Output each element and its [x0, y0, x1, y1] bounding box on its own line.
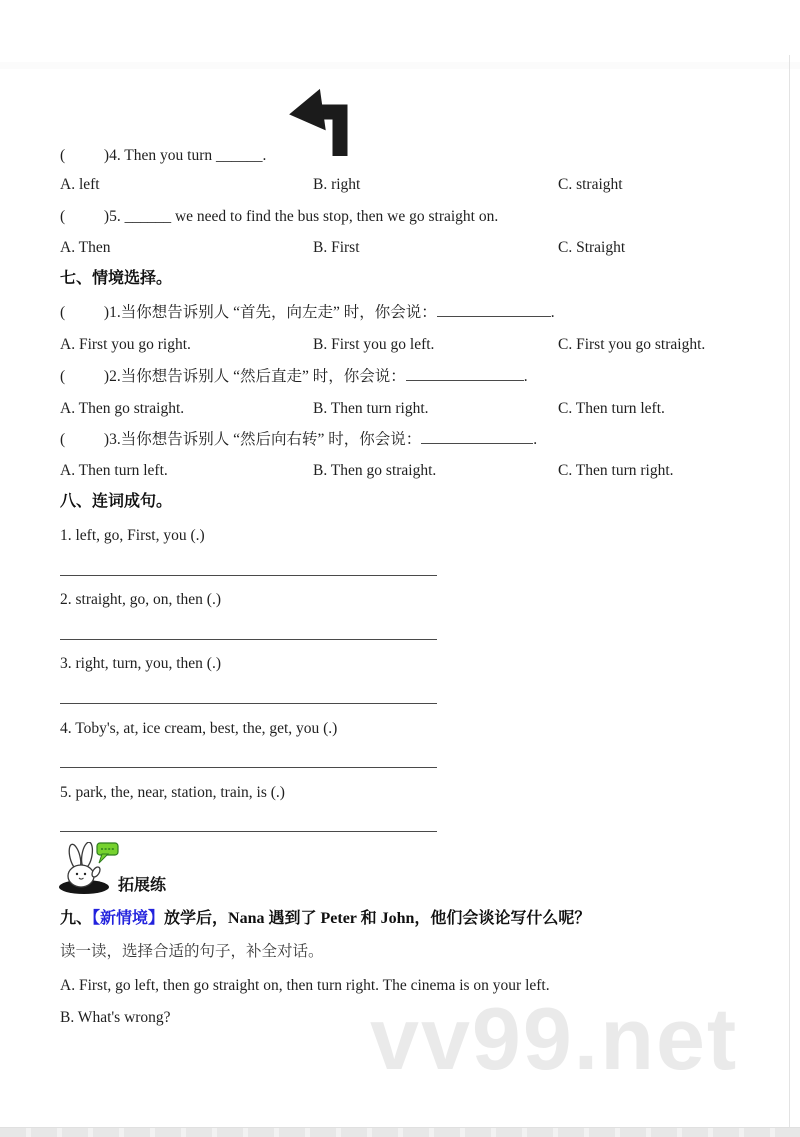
option-c: C. Then turn right. — [558, 462, 674, 479]
scan-band — [0, 62, 800, 69]
section-9-text: 放学后，Nana 遇到了 Peter 和 John，他们会谈论写什么呢？ — [164, 910, 591, 927]
answer-line — [60, 831, 437, 832]
s9-sentence-b: B. What's wrong? — [60, 1009, 171, 1026]
rabbit-mascot-icon — [57, 842, 121, 896]
answer-line — [60, 703, 437, 704]
s7-question-2-options — [60, 400, 780, 420]
s7-q2-period: . — [523, 368, 528, 386]
option-b: B. Then go straight. — [313, 462, 437, 479]
s8-item-3: 3. right, turn, you, then (.) — [60, 655, 222, 672]
option-b: B. Then turn right. — [313, 400, 429, 417]
option-a: A. First you go right. — [60, 336, 191, 353]
answer-line — [60, 575, 437, 576]
option-b: B. First you go left. — [313, 336, 435, 353]
option-a: A. left — [60, 176, 100, 193]
s7-question-3 — [60, 430, 537, 450]
question-5-options — [60, 239, 780, 259]
option-a: A. Then — [60, 239, 111, 256]
answer-blank — [437, 303, 551, 317]
s7-q2-stem: ( )2.当你想告诉别人 “然后直走” 时，你会说： — [60, 368, 406, 386]
option-a: A. Then turn left. — [60, 462, 168, 479]
s7-q3-stem: ( )3.当你想告诉别人 “然后向右转” 时，你会说： — [60, 431, 422, 449]
question-5-stem: ( )5. ______ we need to find the bus stop, then we go straight on. — [60, 208, 499, 225]
option-a: A. Then go straight. — [60, 400, 185, 417]
s8-item-5: 5. park, the, near, station, train, is (.) — [60, 784, 285, 801]
s7-q3-period: . — [533, 431, 538, 449]
s7-question-2 — [60, 367, 528, 387]
page-bottom-edge — [0, 1127, 800, 1137]
option-b: B. First — [313, 239, 360, 256]
section-8-title: 八、连词成句。 — [60, 493, 173, 510]
option-c: C. straight — [558, 176, 623, 193]
s8-item-2: 2. straight, go, on, then (.) — [60, 591, 222, 608]
s8-item-4: 4. Toby's, at, ice cream, best, the, get, you (.) — [60, 720, 338, 737]
option-c: C. Straight — [558, 239, 626, 256]
s9-sentence-a: A. First, go left, then go straight on, then turn right. The cinema is on your left. — [60, 977, 550, 994]
question-4-options — [60, 176, 780, 196]
turn-left-arrow-icon — [283, 84, 351, 156]
new-context-tag: 【新情境】 — [92, 910, 165, 927]
s7-q1-period: . — [550, 304, 555, 322]
page-edge-line — [789, 55, 790, 1130]
s8-item-1: 1. left, go, First, you (.) — [60, 527, 205, 544]
expand-practice-label: 拓展练 — [118, 877, 167, 894]
s7-question-1 — [60, 303, 555, 323]
s7-q1-stem: ( )1.当你想告诉别人 “首先，向左走” 时，你会说： — [60, 304, 437, 322]
watermark: vv99.net — [370, 989, 739, 1088]
answer-blank — [421, 430, 533, 444]
speech-bubble-icon — [97, 843, 118, 863]
option-b: B. right — [313, 176, 361, 193]
section-9-title — [60, 905, 590, 928]
section-7-title: 七、情境选择。 — [60, 270, 173, 287]
s7-question-3-options — [60, 462, 780, 482]
section-9-subtitle: 读一读，选择合适的句子，补全对话。 — [60, 943, 324, 960]
question-4-stem: ( )4. Then you turn ______. — [60, 147, 267, 164]
answer-line — [60, 639, 437, 640]
s7-question-1-options — [60, 336, 780, 356]
section-9-number: 九、 — [60, 910, 93, 927]
option-c: C. First you go straight. — [558, 336, 706, 353]
option-c: C. Then turn left. — [558, 400, 665, 417]
answer-line — [60, 767, 437, 768]
answer-blank — [406, 367, 524, 381]
